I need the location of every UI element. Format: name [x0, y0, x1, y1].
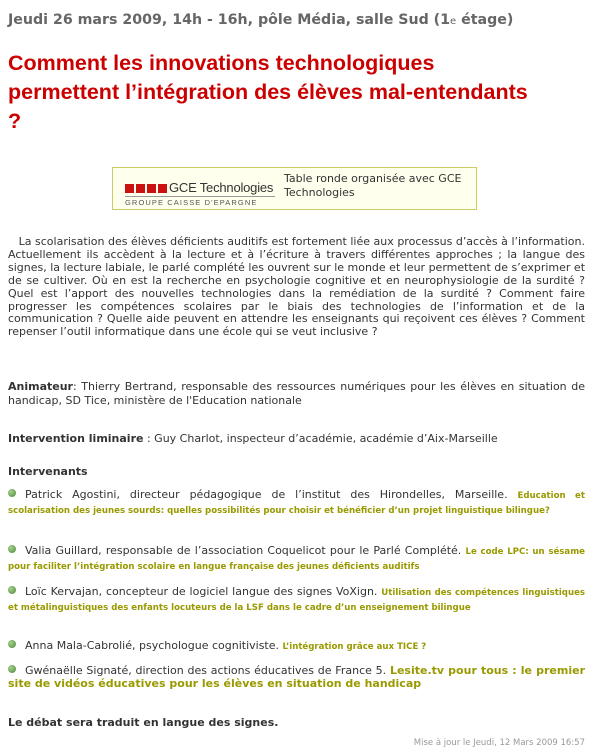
closing-note: Le débat sera traduit en langue des signes.	[8, 716, 279, 729]
bullet-icon	[8, 640, 16, 648]
liminaire-label: Intervention liminaire	[8, 432, 144, 445]
speaker-item	[8, 585, 585, 615]
bullet-icon	[8, 586, 16, 594]
liminaire-line	[8, 432, 585, 446]
speaker-name: Gwénaëlle Signaté, direction des actions éducatives de France 5.	[25, 664, 387, 677]
speaker-name: Valia Guillard, responsable de l’association Coquelicot pour le Parlé Complété.	[25, 544, 462, 557]
speaker-topic-link[interactable]: Le code LPC: un sésame pour faciliter l’intégration scolaire en langue française des jeunes déficients auditifs	[8, 547, 585, 572]
sponsor-box	[112, 167, 477, 210]
animateur-text: : Thierry Bertrand, responsable des ressources numériques pour les élèves en situation de handicap, SD Tice, ministère de l'Education nationale	[8, 380, 585, 407]
animateur-label: Animateur	[8, 380, 73, 393]
date-text: Jeudi 26 mars 2009, 14h - 16h, pôle Média, salle Sud (1	[8, 12, 451, 28]
speaker-name: Loïc Kervajan, concepteur de logiciel langue des signes VoXign.	[25, 585, 378, 598]
bullet-icon	[8, 545, 16, 553]
speaker-topic-link[interactable]: Education et scolarisation des jeunes sourds: quelles possibilités pour choisir et bénéficier d’un projet linguistique bilingue?	[8, 491, 585, 516]
event-date-line	[8, 12, 513, 28]
intro-paragraph	[8, 236, 585, 339]
intro-text: La scolarisation des élèves déficients auditifs est fortement liée aux processus d’accès à l’information. Actuellement ils accèdent à la lecture et à l’écriture à travers différentes approches ; la langue des signes, la lecture labiale, le parlé complété les ouvrent sur le monde et leur permettent de s’exprimer et de se cultiver. Où en est la recherche en psychologie cognitive et en neurophysiologie de la surdité ? Quel est l’apport des nouvelles technologies dans la remédiation de la surdité ? Comment faire progresser les compétences scolaires par le biais des technologies de l’information et de la communication ? Quelle aide peuvent en attendre les enseignants qui reçoivent ces élèves ? Comment repenser l’outil informatique dans une école qui se veut inclusive ?	[8, 235, 586, 339]
speaker-topic-link[interactable]: Lesite.tv pour tous : le premier site de vidéos éducatives pour les élèves en situation de handicap	[8, 664, 586, 690]
page-title: Comment les innovations technologiques permettent l’intégration des élèves mal-entendants ?	[8, 51, 528, 133]
speaker-item	[8, 664, 585, 690]
sponsor-text: Table ronde organisée avec GCE Technologies	[284, 172, 462, 199]
speaker-item	[8, 488, 585, 518]
liminaire-text: : Guy Charlot, inspecteur d’académie, académie d’Aix-Marseille	[143, 432, 498, 445]
animateur-line	[8, 380, 585, 408]
gce-technologies-logo[interactable]	[125, 180, 275, 210]
logo-divider	[125, 196, 275, 197]
intervenants-heading: Intervenants	[8, 465, 88, 478]
speaker-topic-link[interactable]: Utilisation des compétences linguistiques et métalinguistiques des enfants locuteurs de la LSF dans le cadre d’un enseignement bilingue	[8, 588, 586, 613]
date-text-end: étage)	[456, 12, 514, 28]
speaker-item	[8, 639, 585, 654]
speaker-name: Anna Mala-Cabrolié, psychologue cognitiviste.	[25, 639, 279, 652]
logo-squares-icon	[125, 183, 169, 196]
logo-name: GCE Technologies	[169, 180, 274, 195]
bullet-icon	[8, 665, 16, 673]
speaker-topic-link[interactable]: L’intégration grâce aux TICE ?	[282, 642, 427, 652]
logo-subtitle: GROUPE CAISSE D'EPARGNE	[125, 198, 258, 207]
bullet-icon	[8, 489, 16, 497]
last-updated: Mise à jour le Jeudi, 12 Mars 2009 16:57	[413, 738, 585, 748]
speaker-item	[8, 544, 585, 574]
date-superscript: e	[450, 16, 457, 27]
speaker-name: Patrick Agostini, directeur pédagogique de l’institut des Hirondelles, Marseille.	[25, 488, 508, 501]
